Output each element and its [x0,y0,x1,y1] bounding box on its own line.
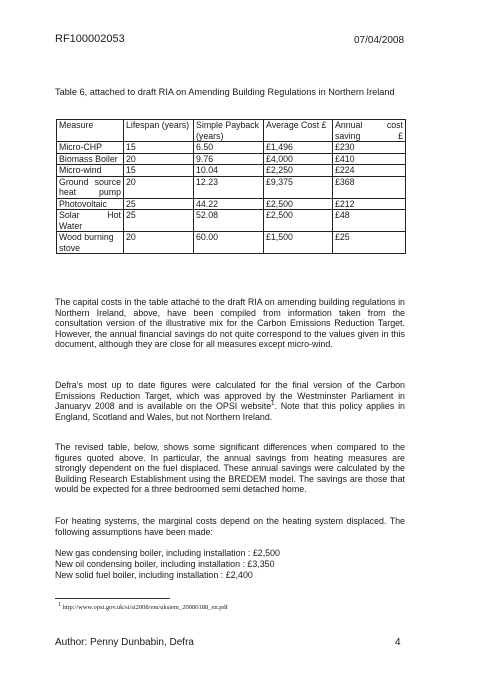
table-row [57,176,406,198]
cell-measure: Micro-wind [57,165,124,177]
cell-lifespan: 20 [124,176,194,198]
cell-cost: £2,500 [264,198,333,210]
cell-measure: Biomass Boiler [57,153,124,165]
assumptions-list [55,548,280,581]
cell-saving: £48 [333,210,406,232]
page-number: 4 [395,637,401,648]
cell-measure: Ground source heat pump [57,176,124,198]
reference-number: RF100002053 [55,33,125,45]
header-annual-saving: Annual cost saving £ [333,120,406,142]
table-row [57,153,406,165]
table-row [57,165,406,177]
cell-cost: £2,250 [264,165,333,177]
header-average-cost: Average Cost £ [264,120,333,142]
header-payback: Simple Payback (years) [194,120,264,142]
header-date: 07/04/2008 [354,35,405,46]
cell-saving: £230 [333,142,406,154]
header-lifespan: Lifespan (years) [124,120,194,142]
cell-payback: 52.08 [194,210,264,232]
cell-payback: 10.04 [194,165,264,177]
table-row [57,210,406,232]
cell-payback: 60.00 [194,232,264,254]
cell-payback: 44.22 [194,198,264,210]
cell-payback: 12.23 [194,176,264,198]
list-item: New solid fuel boiler, including installation : £2,400 [55,570,253,580]
footer-author: Author: Penny Dunbabin, Defra [55,637,194,648]
footnote [58,601,228,611]
footnote-number: 1 [58,601,61,608]
cell-lifespan: 15 [124,142,194,154]
paragraph-capital-costs: The capital costs in the table attaché to the draft RIA on amending building regulations in Northern Ireland, above, have been compiled from information taken from the consultation version of the illustrative mix for the Carbon Emissions Reduction Target. However, the annual financial savings do not quite correspond to the values given in this document, although they are close for all measures except micro-wind. [55,297,405,350]
cell-payback: 6.50 [194,142,264,154]
cell-lifespan: 15 [124,165,194,177]
paragraph-heating-systems: For heating systems, the marginal costs depend on the heating system displaced. The following assumptions have been made: [55,516,405,537]
footnote-url[interactable]: http://www.opsi.gov.uk/si/si2008/em/uksiem_20080188_en.pdf [62,604,228,611]
cell-cost: £1,500 [264,232,333,254]
paragraph-revised-table: The revised table, below, shows some significant differences when compared to the figures quoted above. In particular, the annual savings from heating measures are strongly dependent on the fuel displaced. These annual savings were calculated by the Building Research Establishment using the BREDEM model. The savings are those that would be expected for a three bedroomed semi detached home. [55,442,405,495]
cell-lifespan: 25 [124,210,194,232]
cell-saving: £368 [333,176,406,198]
cell-lifespan: 20 [124,232,194,254]
cell-saving: £212 [333,198,406,210]
table-header-row [57,120,406,142]
cell-measure: Wood burning stove [57,232,124,254]
cell-cost: £1,496 [264,142,333,154]
paragraph-defra-figures-text: Defra's most up to date figures were calculated for the final version of the Carbon Emissions Reduction Target, which was approved by the Westminster Parliament in Januaryv 2008 and is available on the OPSI website [55,380,405,412]
table-caption: Table 6, attached to draft RIA on Amending Building Regulations in Northern Ireland [55,87,395,97]
footnote-marker: 1 [271,401,275,408]
cell-payback: 9.76 [194,153,264,165]
cell-saving: £25 [333,232,406,254]
cell-lifespan: 20 [124,153,194,165]
cell-measure: Solar Hot Water [57,210,124,232]
cell-measure: Photovoltaic [57,198,124,210]
footnote-divider [55,598,170,599]
table-row [57,142,406,154]
cell-measure: Micro-CHP [57,142,124,154]
table-row [57,198,406,210]
paragraph-defra-figures [55,380,405,422]
list-item: New gas condensing boiler, including installation : £2,500 [55,548,280,558]
cell-cost: £4,000 [264,153,333,165]
cell-lifespan: 25 [124,198,194,210]
header-measure: Measure [57,120,124,142]
cell-cost: £9,375 [264,176,333,198]
cell-cost: £2,500 [264,210,333,232]
cell-saving: £224 [333,165,406,177]
paragraph-defra-figures-note: . Note that this policy applies in England, Scotland and Wales, but not Northern Ireland. [55,401,405,422]
measures-table [56,119,406,254]
list-item: New oil condensing boiler, including installation : £3,350 [55,559,275,569]
table-row [57,232,406,254]
cell-saving: £410 [333,153,406,165]
